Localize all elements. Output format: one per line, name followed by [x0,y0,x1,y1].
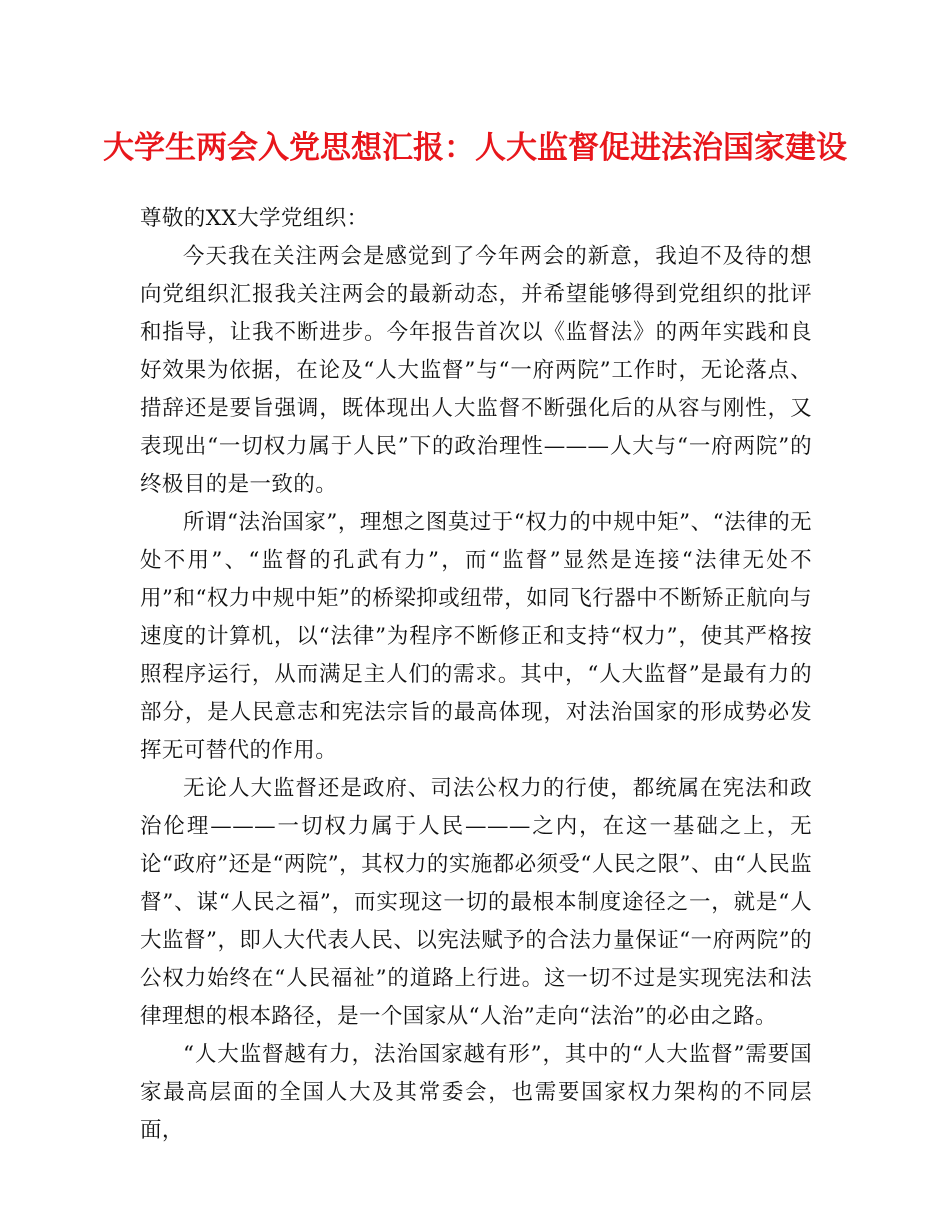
paragraph-1: 今天我在关注两会是感觉到了今年两会的新意，我迫不及待的想向党组织汇报我关注两会的最新动态，并希望能够得到党组织的批评和指导，让我不断进步。今年报告首次以《监督法》的两年实践和良好效果为依据，在论及“人大监督”与“一府两院”工作时，无论落点、措辞还是要旨强调，既体现出人大监督不断强化后的从容与刚性，又表现出“一切权力属于人民”下的政治理性———人大与“一府两院”的终极目的是一致的。 [140,244,812,497]
document-body [140,200,812,1150]
paragraph-4: “人大监督越有力，法治国家越有形”，其中的“人大监督”需要国家最高层面的全国人大及其常委会，也需要国家权力架构的不同层面， [140,1042,812,1143]
salutation: 尊敬的XX大学党组织： [140,206,369,231]
paragraph-2: 所谓“法治国家”，理想之图莫过于“权力的中规中矩”、“法律的无处不用”、“监督的孔武有力”，而“监督”显然是连接“法律无处不用”和“权力中规中矩”的桥梁抑或纽带，如同飞行器中不断矫正航向与速度的计算机，以“法律”为程序不断修正和支持“权力”，使其严格按照程序运行，从而满足主人们的需求。其中，“人大监督”是最有力的部分，是人民意志和宪法宗旨的最高体现，对法治国家的形成势必发挥无可替代的作用。 [140,510,812,763]
document-title: 大学生两会入党思想汇报：人大监督促进法治国家建设 [103,130,847,166]
paragraph-3: 无论人大监督还是政府、司法公权力的行使，都统属在宪法和政治伦理———一切权力属于人民———之内，在这一基础之上，无论“政府”还是“两院”，其权力的实施都必须受“人民之限”、由“人民监督”、谋“人民之福”，而实现这一切的最根本制度途径之一，就是“人大监督”，即人大代表人民、以宪法赋予的合法力量保证“一府两院”的公权力始终在“人民福祉”的道路上行进。这一切不过是实现宪法和法律理想的根本路径，是一个国家从“人治”走向“法治”的必由之路。 [140,776,812,1029]
